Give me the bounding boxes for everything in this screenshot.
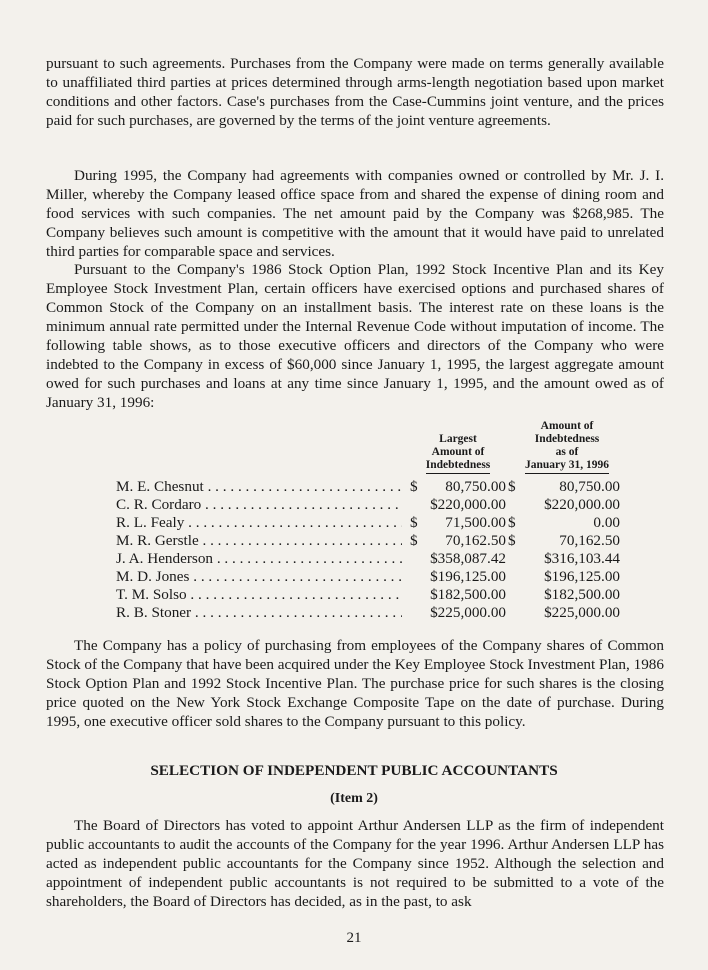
amount-owed-cell: $ 70,162.50	[508, 532, 620, 549]
paragraph-auditor-appointment: The Board of Directors has voted to appoint Arthur Andersen LLP as the firm of independent public accountants to audit the accounts of the Company for the year 1996. Arthur Andersen LLP has acted as independent public accountants for the Company since 1952. Although the selection and appointment of independent public accountants is not required to be submitted to a vote of the shareholders, the Board of Directors has decided, as in the past, to ask	[46, 817, 664, 910]
table-header	[116, 422, 616, 474]
amount-owed-cell: $225,000.00	[544, 604, 620, 621]
table-row	[116, 478, 620, 496]
amount-owed-cell: $182,500.00	[544, 586, 620, 603]
officer-name: C. R. Cordaro . . .	[116, 496, 402, 514]
table-row	[116, 550, 620, 568]
largest-amount-cell: $182,500.00	[430, 586, 506, 603]
table-row	[116, 604, 620, 622]
officer-name: M. R. Gerstle . . .	[116, 532, 402, 550]
officer-name: J. A. Henderson . . .	[116, 550, 402, 568]
officer-name: R. B. Stoner . . .	[116, 604, 402, 622]
table-row	[116, 568, 620, 586]
largest-amount-cell: $358,087.42	[430, 550, 506, 567]
amount-owed-cell: $220,000.00	[544, 496, 620, 513]
officer-name: T. M. Solso . . .	[116, 586, 402, 604]
paragraph-miller-agreements: During 1995, the Company had agreements with companies owned or controlled by Mr. J. I. Miller, whereby the Company leased office space from and shared the expense of dining room and food services with such companies. The net amount paid by the Company was $268,985. The Company believes such amount is competitive with the amount that it would have paid to unrelated third parties for comparable space and services.	[46, 167, 664, 260]
amount-owed-cell: $ 0.00	[508, 514, 620, 531]
section-item-label: (Item 2)	[330, 791, 378, 806]
largest-amount-cell: $196,125.00	[430, 568, 506, 585]
amount-owed-cell: $ 80,750.00	[508, 478, 620, 495]
largest-amount-cell: $220,000.00	[430, 496, 506, 513]
section-heading: SELECTION OF INDEPENDENT PUBLIC ACCOUNTANTS	[150, 762, 558, 779]
indebtedness-table	[116, 420, 620, 622]
amount-owed-cell: $316,103.44	[544, 550, 620, 567]
largest-amount-cell: $ 80,750.00	[410, 478, 506, 495]
largest-amount-cell: $ 71,500.00	[410, 514, 506, 531]
table-row	[116, 586, 620, 604]
page-number: 21	[346, 930, 362, 946]
officer-name: R. L. Fealy . . .	[116, 514, 402, 532]
table-row	[116, 532, 620, 550]
largest-amount-cell: $ 70,162.50	[410, 532, 506, 549]
paragraph-stock-plans: Pursuant to the Company's 1986 Stock Option Plan, 1992 Stock Incentive Plan and its Key Employee Stock Investment Plan, certain officers have exercised options and purchased shares of Common Stock of the Company on an installment basis. The interest rate on these loans is the minimum annual rate permitted under the Internal Revenue Code without imputation of income. The following table shows, as to those executive officers and directors of the Company who were indebted to the Company in excess of $60,000 since January 1, 1995, the largest aggregate amount owed for such purchases and loans at any time since January 1, 1995, and the amount owed as of January 31, 1996:	[46, 261, 664, 411]
paragraph-case-purchases: pursuant to such agreements. Purchases from the Company were made on terms generally available to unaffiliated third parties at prices determined through arms-length negotiation based upon market conditions and other factors. Case's purchases from the Case-Cummins joint venture, and the prices paid for such purchases, are governed by the terms of the joint venture agreements.	[46, 55, 664, 129]
table-row	[116, 496, 620, 514]
table-row	[116, 514, 620, 532]
officer-name: M. E. Chesnut . . .	[116, 478, 402, 496]
amount-owed-cell: $196,125.00	[544, 568, 620, 585]
column-header-amount-owed: Amount of Indebtedness as of January 31, 1996	[512, 420, 622, 474]
paragraph-repurchase-policy: The Company has a policy of purchasing from employees of the Company shares of Common Stock of the Company that have been acquired under the Key Employee Stock Investment Plan, 1986 Stock Option Plan and 1992 Stock Incentive Plan. The purchase price for such shares is the closing price quoted on the New York Stock Exchange Composite Tape on the date of purchase. During 1995, one executive officer sold shares to the Company pursuant to this policy.	[46, 637, 664, 730]
column-header-largest-amount: Largest Amount of Indebtedness	[406, 433, 510, 474]
officer-name: M. D. Jones . . .	[116, 568, 402, 586]
largest-amount-cell: $225,000.00	[430, 604, 506, 621]
